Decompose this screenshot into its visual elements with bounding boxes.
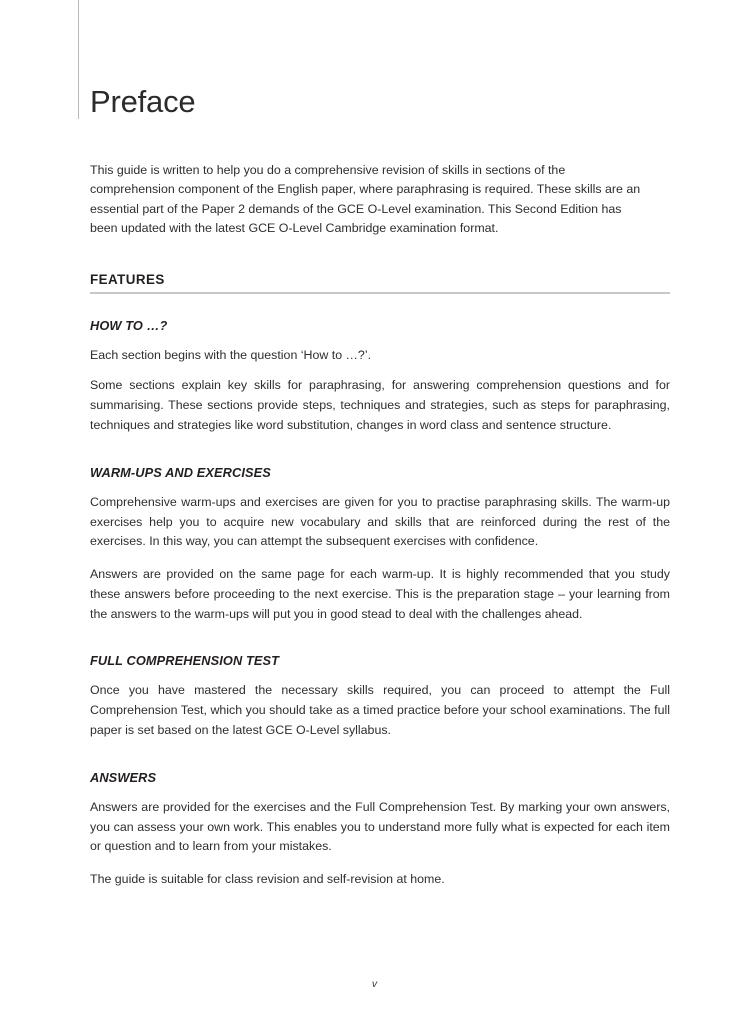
section-paragraph: Comprehensive warm-ups and exercises are given for you to practise paraphrasing skills. The warm-up exercises help you to acquire new vocabulary and skills that are reinforced during the rest of the exercises. In this way, you can attempt the subsequent exercises with confidence. [90,494,670,549]
page-number: v [371,978,378,990]
section-paragraph: Some sections explain key skills for paraphrasing, for answering comprehension questions and for summarising. These sections provide steps, techniques and strategies, such as steps for paraphrasing, techniques and strategies like word substitution, changes in word class and sentence structure. [90,378,670,432]
section-paragraph: Answers are provided for the exercises and the Full Comprehension Test. By marking your own answers, you can assess your own work. This enables you to understand more fully what is expected for each item or question and to learn from your mistakes. [90,799,670,854]
section-paragraph: Answers are provided on the same page for each warm-up. It is highly recommended that you study these answers before proceeding to the next exercise. This is the preparation stage – your learning from the answers to the warm-ups will put you in good stead to deal with the challenges ahead. [90,567,670,621]
section-heading-answers: ANSWERS [90,769,157,785]
section-heading-full-comprehension-test: FULL COMPREHENSION TEST [90,653,280,669]
section-paragraph: Each section begins with the question ‘How to …?’. [90,347,372,362]
page-title: Preface [90,84,196,119]
page-content [90,0,670,890]
title-side-rule [78,0,79,119]
features-heading: FEATURES [90,271,165,287]
intro-paragraph: This guide is written to help you do a comprehensive revision of skills in sections of the comprehension component of the English paper, where paraphrasing is required. These skills are an essential part of the Paper 2 demands of the GCE O-Level examination. This Second Edition has been updated with the latest GCE O-Level Cambridge examination format. [90,162,641,236]
section-heading-how-to: HOW TO …? [90,317,168,333]
section-paragraph: The guide is suitable for class revision and self-revision at home. [90,872,445,887]
section-paragraph: Once you have mastered the necessary skills required, you can proceed to attempt the Full Comprehension Test, which you should take as a timed practice before your school examinations. The full paper is set based on the latest GCE O-Level syllabus. [90,683,670,738]
section-heading-warm-ups-and-exercises: WARM-UPS AND EXERCISES [90,464,271,480]
